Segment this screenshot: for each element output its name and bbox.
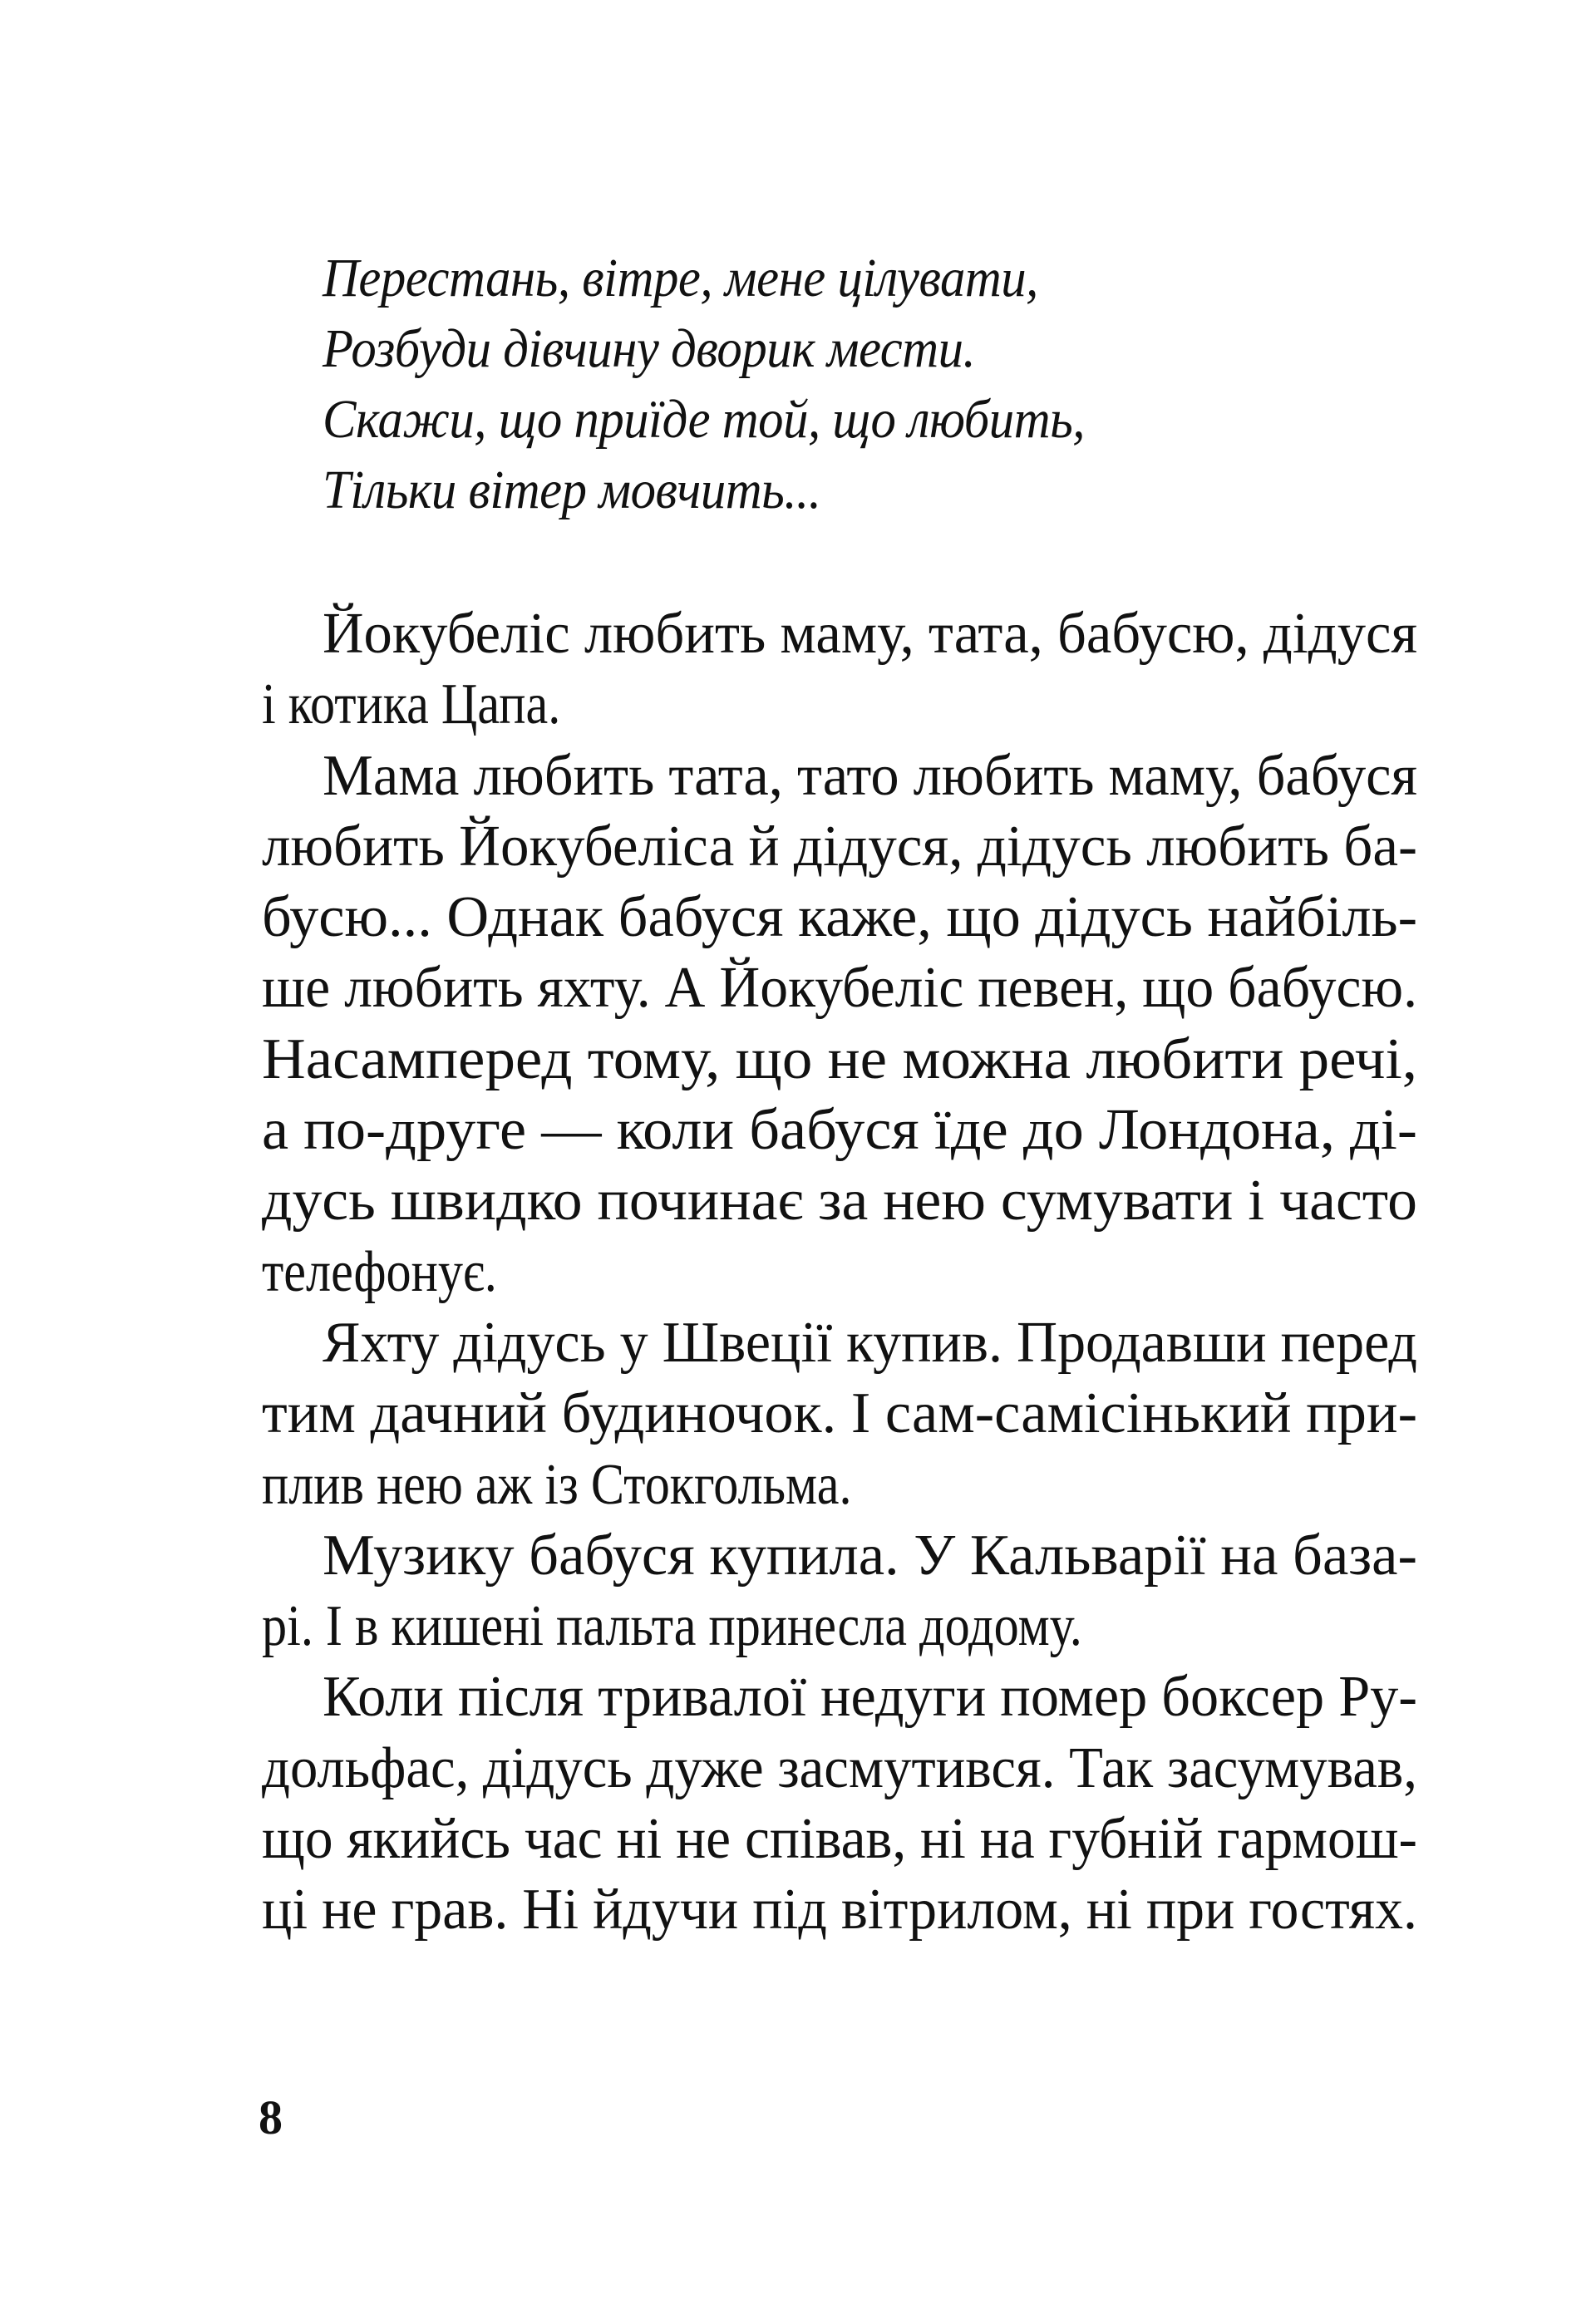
text-line: Музику бабуся купила. У Кальварії на база- — [323, 1523, 1417, 1588]
text-line: Коли після тривалої недуги помер боксер Ру- — [323, 1665, 1417, 1730]
text-line: ці не грав. Ні йдучи під вітрилом, ні при гостях. — [262, 1878, 1417, 1942]
poem-line: Розбуди дівчину дворик мести. — [323, 318, 976, 379]
text-line: дольфас, дідусь дуже засмутився. Так засумував, — [262, 1735, 1417, 1800]
poem-line: Перестань, вітре, мене цілувати, — [323, 248, 1038, 308]
poem-epigraph — [323, 243, 1420, 525]
text-line: телефонує. — [262, 1239, 497, 1304]
page-number: 8 — [259, 2090, 283, 2144]
poem-line: Тільки вітер мовчить... — [323, 460, 821, 520]
poem-line: Скажи, що приїде той, що любить, — [323, 389, 1085, 450]
text-line: рі. І в кишені пальта принесла додому. — [262, 1594, 1082, 1659]
text-line: любить Йокубеліса й дідуся, дідусь любить ба- — [262, 814, 1417, 879]
text-line: бусю... Однак бабуся каже, що дідусь найбіль- — [262, 885, 1417, 950]
text-line: плив нею аж із Стокгольма. — [262, 1452, 852, 1517]
text-line: ше любить яхту. А Йокубеліс певен, що бабусю. — [262, 956, 1417, 1021]
text-line: а по-друге — коли бабуся їде до Лондона, ді- — [262, 1098, 1417, 1163]
text-line: Йокубеліс любить маму, тата, бабусю, дідуся — [323, 602, 1417, 666]
text-line: тим дачний будиночок. І сам-самісінький при- — [262, 1381, 1417, 1446]
text-line: Мама любить тата, тато любить маму, бабуся — [323, 743, 1417, 808]
text-line: і котика Цапа. — [262, 672, 561, 737]
text-line: дусь швидко починає за нею сумувати і часто — [262, 1169, 1417, 1233]
body-text — [262, 598, 1417, 1946]
text-line: що якийсь час ні не співав, ні на губній гармош- — [262, 1807, 1417, 1872]
text-line: Яхту дідусь у Швеції купив. Продавши перед — [323, 1310, 1417, 1375]
text-line: Насамперед тому, що не можна любити речі, — [262, 1026, 1417, 1091]
